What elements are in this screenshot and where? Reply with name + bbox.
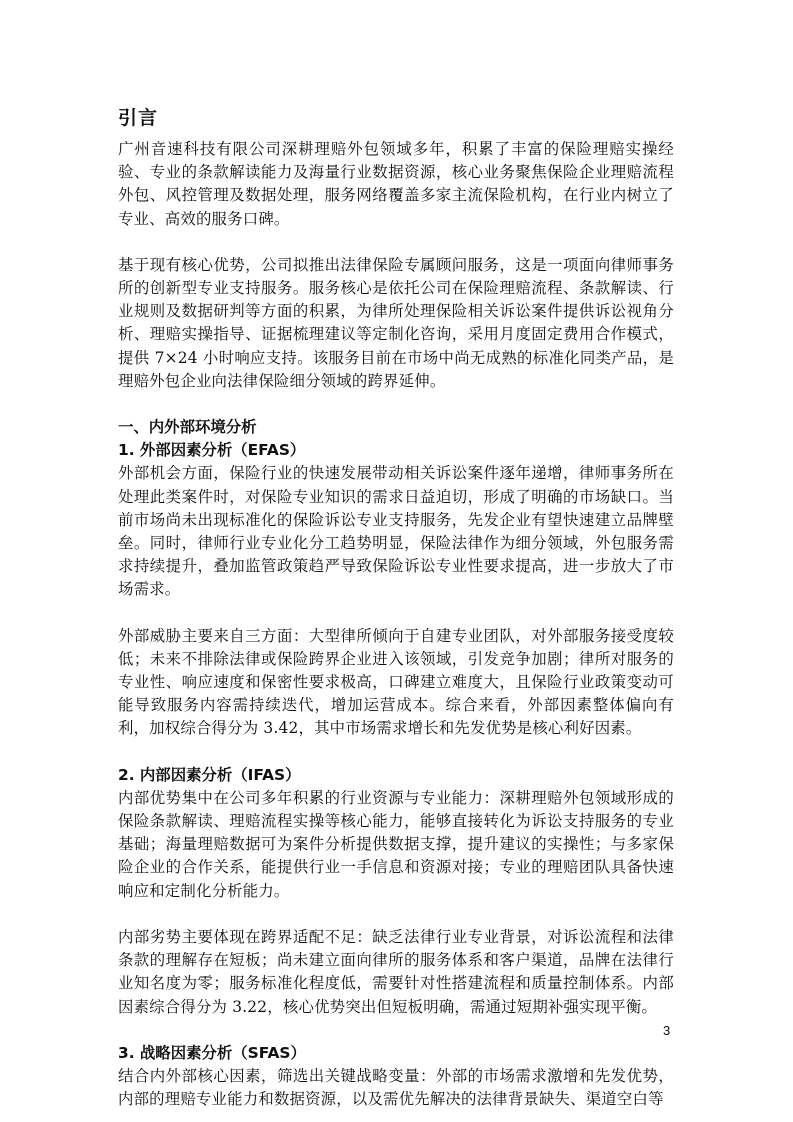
paragraph-gap bbox=[118, 231, 674, 254]
intro-heading: 引言 bbox=[118, 107, 159, 129]
sfas-paragraph-1: 结合内外部核心因素，筛选出关键战略变量：外部的市场需求激增和先发优势，内部的理赔专业能力和数据资源，以及需优先解决的法律背景缺失、渠道空白等 bbox=[118, 1066, 674, 1109]
paragraph-gap bbox=[118, 741, 674, 764]
intro-paragraph-2: 基于现有核心优势，公司拟推出法律保险专属顾问服务，这是一项面向律师事务所的创新型专业支持服务。服务核心是依托公司在保险理赔流程、条款解读、行业规则及数据研判等方面的积累，为律所处理保险相关诉讼案件提供诉讼视角分析、理赔实操指导、证据梳理建议等定制化咨询，采用月度固定费用合作模式，提供 7×24 小时响应支持。该服务目前在市场中尚无成熟的标准化同类产品，是理赔外包企业向法律保险细分领域的跨界延伸。 bbox=[118, 255, 674, 390]
paragraph-gap bbox=[118, 602, 674, 625]
ifas-heading: 2. 内部因素分析（IFAS） bbox=[118, 765, 301, 784]
paragraph-gap bbox=[118, 1019, 674, 1042]
efas-heading: 1. 外部因素分析（EFAS） bbox=[118, 441, 306, 460]
efas-paragraph-1: 外部机会方面，保险行业的快速发展带动相关诉讼案件逐年递增，律师事务所在处理此类案件时，对保险专业知识的需求日益迫切，形成了明确的市场缺口。当前市场尚未出现标准化的保险诉讼专业支持服务，先发企业有望快速建立品牌壁垒。同时，律师行业专业化分工趋势明显，保险法律作为细分领域，外包服务需求持续提升，叠加监管政策趋严导致保险诉讼专业性要求提高，进一步放大了市场需求。 bbox=[118, 464, 674, 599]
sfas-heading: 3. 战略因素分析（SFAS） bbox=[118, 1043, 306, 1062]
efas-paragraph-2: 外部威胁主要来自三方面：大型律所倾向于自建专业团队，对外部服务接受度较低；未来不排除法律或保险跨界企业进入该领域，引发竞争加剧；律所对服务的专业性、响应速度和保密性要求极高，口碑建立难度大，且保险行业政策变动可能导致服务内容需持续迭代，增加运营成本。综合来看，外部因素整体偏向有利，加权综合得分为 3.42，其中市场需求增长和先发优势是核心利好因素。 bbox=[118, 626, 674, 738]
paragraph-gap bbox=[118, 903, 674, 926]
ifas-paragraph-1: 内部优势集中在公司多年积累的行业资源与专业能力：深耕理赔外包领域形成的保险条款解读、理赔流程实操等核心能力，能够直接转化为诉讼支持服务的专业基础；海量理赔数据可为案件分析提供数据支撑，提升建议的实操性；与多家保险企业的合作关系，能提供行业一手信息和资源对接；专业的理赔团队具备快速响应和定制化分析能力。 bbox=[118, 788, 674, 900]
intro-paragraph-1: 广州音速科技有限公司深耕理赔外包领域多年，积累了丰富的保险理赔实操经验、专业的条款解读能力及海量行业数据资源，核心业务聚焦保险企业理赔流程外包、风控管理及数据处理，服务网络覆盖多家主流保险机构，在行业内树立了专业、高效的服务口碑。 bbox=[118, 140, 674, 228]
document-page bbox=[118, 104, 674, 1111]
page-number: 3 bbox=[663, 1023, 671, 1038]
section-heading: 一、内外部环境分析 bbox=[118, 418, 257, 437]
ifas-paragraph-2: 内部劣势主要体现在跨界适配不足：缺乏法律行业专业背景，对诉讼流程和法律条款的理解存在短板；尚未建立面向律所的服务体系和客户渠道，品牌在法律行业知名度为零；服务标准化程度低，需要针对性搭建流程和质量控制体系。内部因素综合得分为 3.22，核心优势突出但短板明确，需通过短期补强实现平衡。 bbox=[118, 927, 674, 1016]
paragraph-gap bbox=[118, 393, 674, 416]
